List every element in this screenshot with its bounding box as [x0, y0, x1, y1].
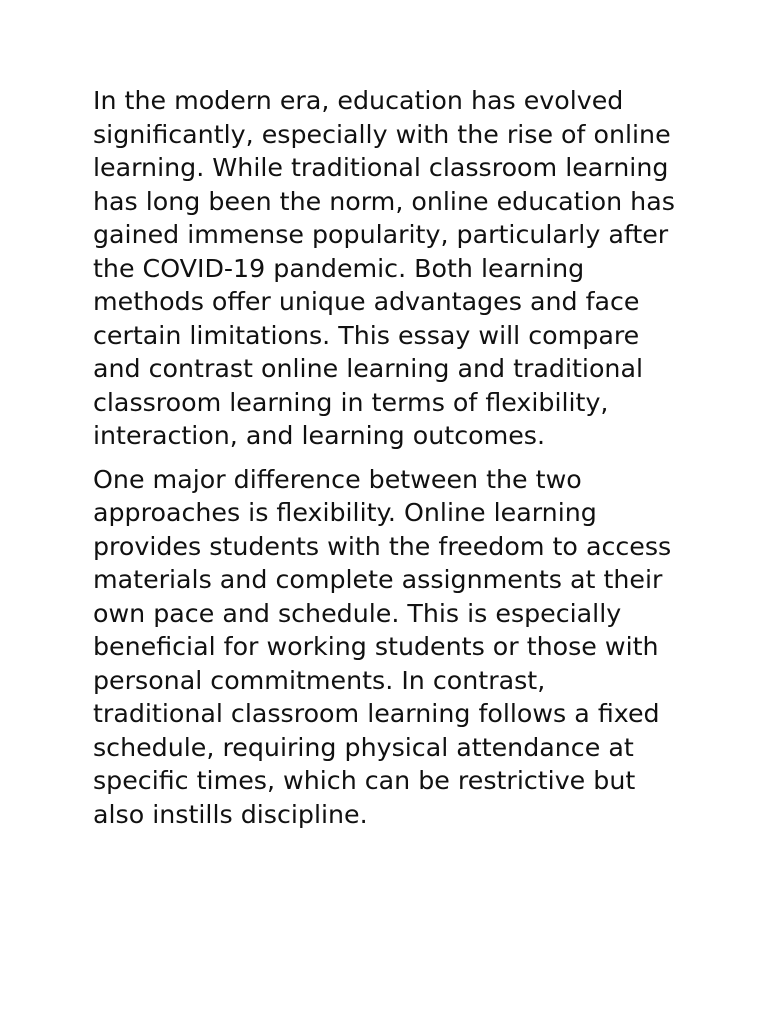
paragraph-flexibility: One major difference between the two approaches is flexibility. Online learning provides students with the freedom to access materials and complete assignments at their own pace and schedule. This is especially beneficial for working students or those with personal commitments. In contrast, traditional classroom learning follows a fixed schedule, requiring physical attendance at specific times, which can be restrictive but also instills discipline. [93, 464, 672, 829]
paragraph-intro: In the modern era, education has evolved significantly, especially with the rise of online learning. While traditional classroom learning has long been the norm, online education has gained immense popularity, particularly after the COVID-19 pandemic. Both learning methods offer unique advantages and face certain limitations. This essay will compare and contrast online learning and traditional classroom learning in terms of flexibility, interaction, and learning outcomes. [93, 86, 675, 450]
